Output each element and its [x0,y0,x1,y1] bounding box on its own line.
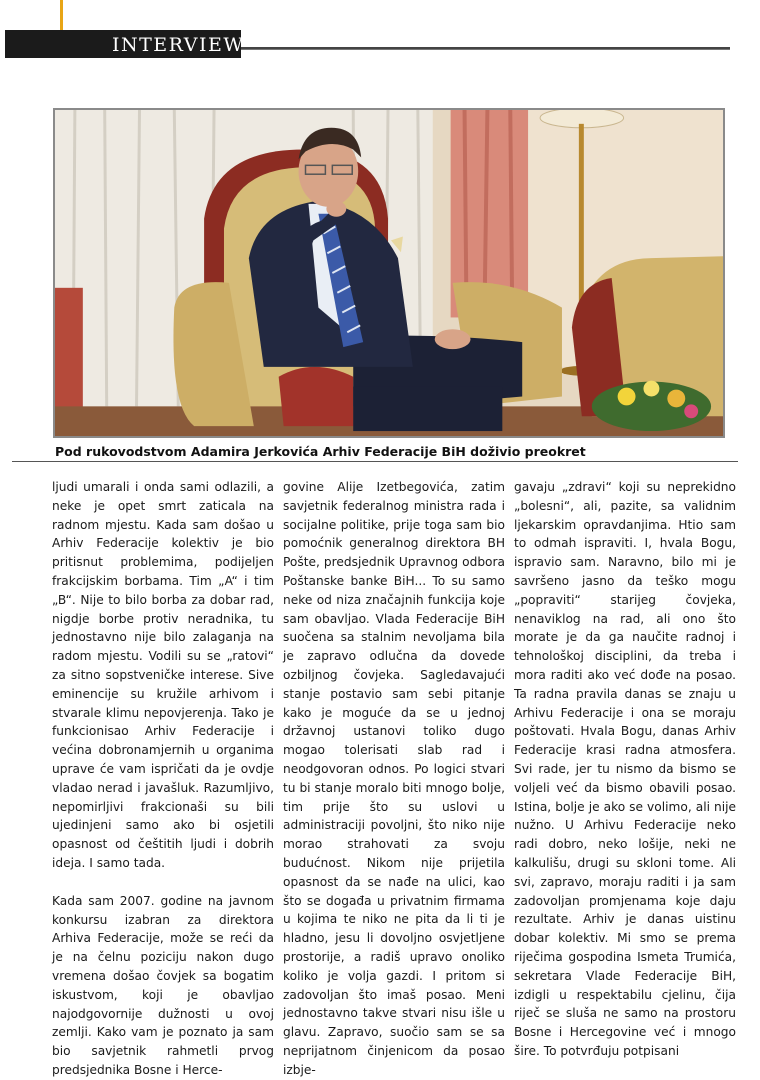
photo-caption: Pod rukovodstvom Adamira Jerkovića Arhiv Federacije BiH doživio preokret [55,444,586,459]
caption-rule [12,461,738,462]
paragraph: gavaju „zdravi“ koji su neprekidno „bolesni“, ali, pazite, sa validnim ljekarskim opravdanjima. Htio sam to odmah ispraviti. I, hvala Bogu, ispravio sam. Naravno, bilo mi je savršeno jasno da teško mogu „popraviti“ starijeg čovjeka, nenaviklog na rad, ali ono što morate je da ga naučite radnoj i tehnološkoj disciplini, da treba i mora raditi ako već dođe na posao. Ta radna pravila danas se znaju u Arhivu Federacije i ona se moraju poštovati. Hvala Bogu, danas Arhiv Federacije krasi radna atmosfera. Svi rade, jer tu nismo da bismo se voljeli već da bismo obavili posao. Istina, bolje je ako se volimo, ali nije nužno. U Arhivu Federacije neko radi dobro, neko lošije, neki ne kalkulišu, drugi su skloni tome. Ali svi, zapravo, moraju raditi i ja sam zadovoljan promjenama koje daju rezultate. Arhiv je danas uistinu dobar kolektiv. Mi smo se prema riječima gospodina Ismeta Trumića, sekretara Vlade Federacije BiH, izdigli u respektabilu cjelinu, čija riječ se sluša ne samo na prostoru Bosne i Hercegovine već i mnogo šire. To potvrđuju potpisani [514,480,736,1058]
section-title: INTERVIEW [112,34,245,56]
paragraph: ljudi umarali i onda sami odlazili, a neke je opet smrt zaticala na radnom mjestu. Kada sam došao u Arhiv Federacije kolektiv je bio pritisnut problemima, podijeljen frakcijskim borbama. Tim „A“ i tim „B“. Nije to bilo borba za dobar rad, nigdje borbe protiv neradnika, tu jednostavno nije bilo zalaganja na radom mjestu. Vodili su se „ratovi“ za sitno sopstveničke interese. Sive eminencije su kružile arhivom i stvarale klimu nepovjerenja. Tako je funkcionisao Arhiv Federacije i većina dobronamjernih u organima uprave će vam ispričati da je ovdje vladao nerad i javašluk. Razumljivo, nepomirljivi frakcionaši su bili ujedinjeni samo ako bi osjetili opasnost od češtitih ljudi i dobrih ideja. I samo tada. [52,480,274,870]
article-column-2 [283,478,505,1080]
article-photo [53,108,725,438]
header-rule [241,47,730,50]
photo-illustration [55,110,723,436]
paragraph: Kada sam 2007. godine na javnom konkursu izabran za direktora Arhiva Federacije, može se reći da je na čelnu poziciju nakon dugo vremena došao čovjek sa bogatim iskustvom, koji je obavljao najodgovornije dužnosti u ovoj zemlji. Kako vam je poznato ja sam bio savjetnik rahmetli prvog predsjednika Bosne i Herce- [52,893,274,1077]
paragraph: govine Alije Izetbegovića, zatim savjetnik federalnog ministra rada i socijalne politike, prije toga sam bio pomoćnik generalnog direktora BH Pošte, predsjednik Upravnog odbora Poštanske banke BiH... To su samo neke od niza značajnih funkcija koje sam obavljao. Vlada Federacije BiH suočena sa stalnim nevoljama bila je zapravo odlučna da dovede ozbiljnog čovjeka. Sagledavajući stanje postavio sam sebi pitanje kako je moguće da se u jednoj državnoj ustanovi toliko dugo mogao tolerisati slab rad i neodgovoran odnos. Po logici stvari tu bi stanje moralo biti mnogo bolje, tim prije što su uslovi u administraciji povoljni, što niko nije morao strahovati za svoju budućnost. Nikom nije prijetila opasnost da se nađe na ulici, kao što se događa u privatnim firmama u kojima te niko ne pita da li ti je hladno, jesu li dovoljno osvjetljene prostorije, a radiš upravo onoliko koliko je volja gazdi. I pritom si zadovoljan što imaš posao. Meni jednostavno takve stvari nisu išle u glavu. Zapravo, suočio sam se sa neprijatnom činjenicom da posao izbje- [283,480,505,1077]
article-column-3 [514,478,736,1061]
article-column-1 [52,478,274,1080]
